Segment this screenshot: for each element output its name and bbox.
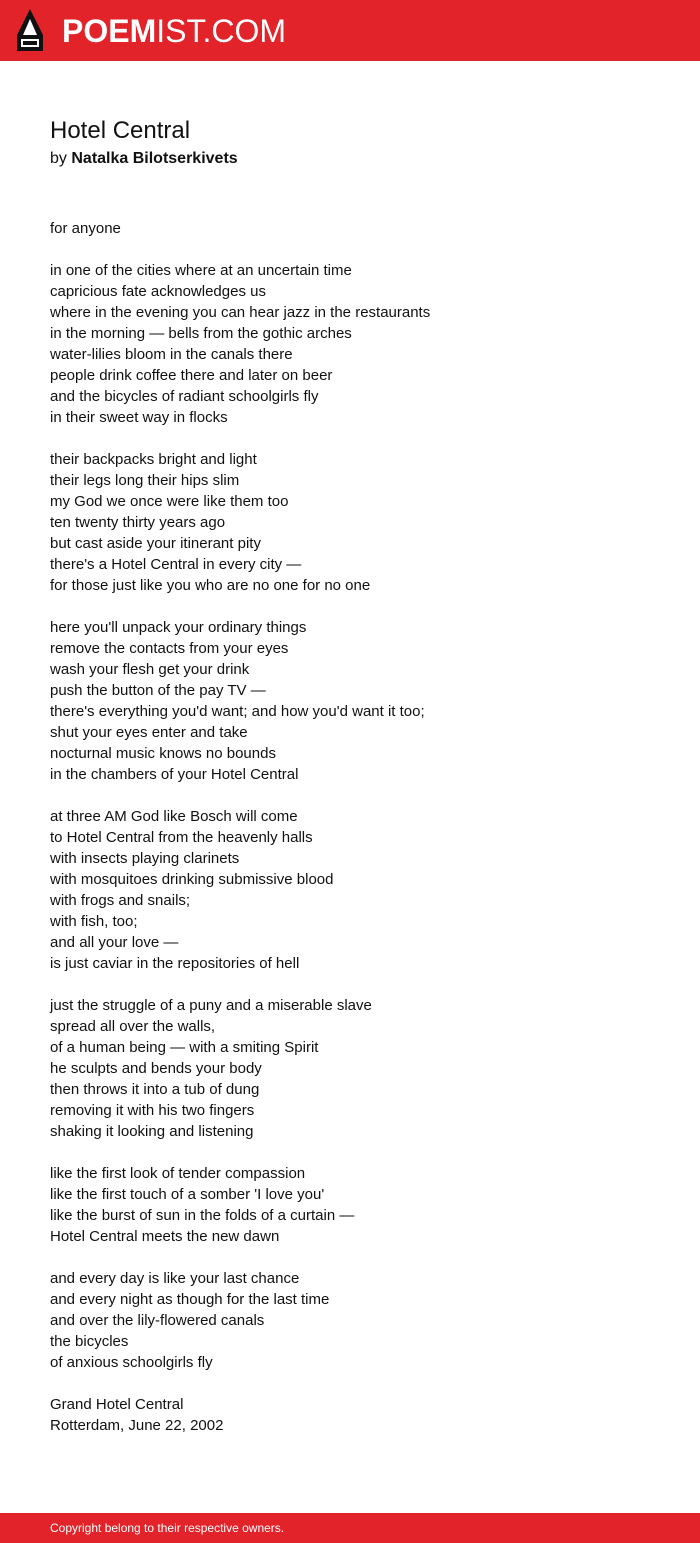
poem-line: Hotel Central meets the new dawn <box>50 1228 280 1245</box>
poem-line: water-lilies bloom in the canals there <box>50 346 293 363</box>
copyright-text: Copyright belong to their respective owners. <box>50 1521 285 1535</box>
poem-line: at three AM God like Bosch will come <box>50 808 298 825</box>
stanza-gap <box>50 1142 430 1163</box>
poem-line: he sculpts and bends your body <box>50 1060 262 1077</box>
logo-bold-text: POEM <box>62 13 157 49</box>
site-footer <box>0 1513 700 1543</box>
poem-line: removing it with his two fingers <box>50 1102 255 1119</box>
poem-line: of a human being — with a smiting Spirit <box>50 1039 319 1056</box>
poem-line: there's everything you'd want; and how you'd want it too; <box>50 703 425 720</box>
poem-line: to Hotel Central from the heavenly halls <box>50 829 313 846</box>
pencil-icon[interactable] <box>17 9 43 51</box>
poem-body <box>50 218 430 1436</box>
stanza-gap <box>50 1373 430 1394</box>
poem-line: there's a Hotel Central in every city — <box>50 556 302 573</box>
poem-line: for those just like you who are no one for no one <box>50 577 371 594</box>
poem-line: then throws it into a tub of dung <box>50 1081 260 1098</box>
stanza-gap <box>50 239 430 260</box>
poem-line: wash your flesh get your drink <box>50 661 250 678</box>
poem-line: Grand Hotel Central <box>50 1396 184 1413</box>
logo-light-text: IST.COM <box>156 13 287 49</box>
poem-line: in one of the cities where at an uncertain time <box>50 262 352 279</box>
poem-line: and every day is like your last chance <box>50 1270 300 1287</box>
poem-line: like the first look of tender compassion <box>50 1165 306 1182</box>
poem-line: the bicycles <box>50 1333 129 1350</box>
poem-line: shut your eyes enter and take <box>50 724 248 741</box>
poem-line: nocturnal music knows no bounds <box>50 745 276 762</box>
author-name[interactable]: Natalka Bilotserkivets <box>71 150 238 167</box>
poem-line: ten twenty thirty years ago <box>50 514 226 531</box>
poem-line: where in the evening you can hear jazz in the restaurants <box>50 304 431 321</box>
poem-line: just the struggle of a puny and a miserable slave <box>50 997 372 1014</box>
stanza-gap <box>50 974 430 995</box>
poem-line: with mosquitoes drinking submissive blood <box>50 871 334 888</box>
poem-line: but cast aside your itinerant pity <box>50 535 261 552</box>
stanza-gap <box>50 428 430 449</box>
poem-line: and the bicycles of radiant schoolgirls fly <box>50 388 319 405</box>
poem-line: and all your love — <box>50 934 179 951</box>
poem-line: spread all over the walls, <box>50 1018 216 1035</box>
poem-line: and over the lily-flowered canals <box>50 1312 265 1329</box>
poem-line: like the burst of sun in the folds of a curtain — <box>50 1207 355 1224</box>
poem-line: in the morning — bells from the gothic arches <box>50 325 352 342</box>
poem-line: their legs long their hips slim <box>50 472 240 489</box>
poem-line: with frogs and snails; <box>50 892 191 909</box>
poem-line: is just caviar in the repositories of hell <box>50 955 300 972</box>
poem-line: with fish, too; <box>50 913 138 930</box>
site-header <box>0 0 700 61</box>
poem-line: my God we once were like them too <box>50 493 289 510</box>
byline <box>50 148 238 170</box>
poem-title: Hotel Central <box>50 117 191 144</box>
site-logo[interactable] <box>62 11 286 51</box>
poem-line: Rotterdam, June 22, 2002 <box>50 1417 224 1434</box>
byline-prefix: by <box>50 150 67 167</box>
poem-line: of anxious schoolgirls fly <box>50 1354 213 1371</box>
poem-line: for anyone <box>50 220 121 237</box>
poem-line: shaking it looking and listening <box>50 1123 254 1140</box>
poem-line: in their sweet way in flocks <box>50 409 228 426</box>
poem-line: their backpacks bright and light <box>50 451 257 468</box>
poem-line: and every night as though for the last time <box>50 1291 330 1308</box>
poem-line: like the first touch of a somber 'I love you' <box>50 1186 325 1203</box>
poem-line: remove the contacts from your eyes <box>50 640 289 657</box>
stanza-gap <box>50 596 430 617</box>
stanza-gap <box>50 1247 430 1268</box>
poem-line: in the chambers of your Hotel Central <box>50 766 299 783</box>
stanza-gap <box>50 785 430 806</box>
poem-line: push the button of the pay TV — <box>50 682 266 699</box>
poem-line: here you'll unpack your ordinary things <box>50 619 307 636</box>
poem-line: people drink coffee there and later on beer <box>50 367 333 384</box>
poem-line: with insects playing clarinets <box>50 850 240 867</box>
poem-line: capricious fate acknowledges us <box>50 283 266 300</box>
